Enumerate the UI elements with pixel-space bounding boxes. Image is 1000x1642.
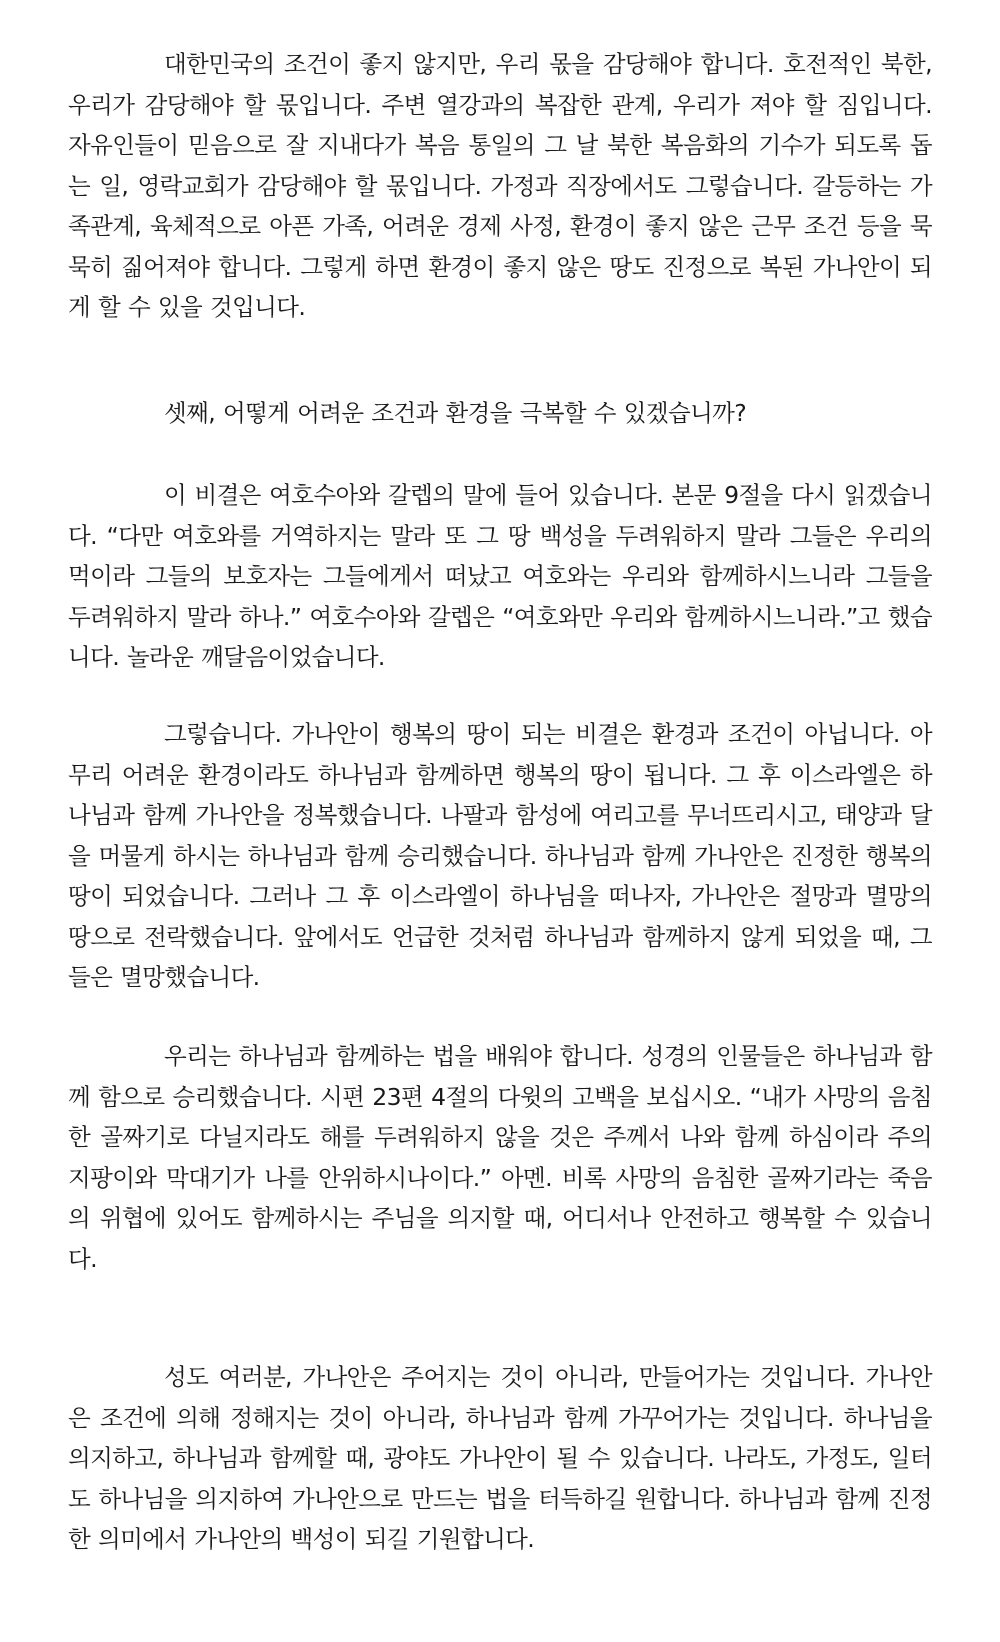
paragraph-conclusion: 성도 여러분, 가나안은 주어지는 것이 아니라, 만들어가는 것입니다. 가나안은 조건에 의해 정해지는 것이 아니라, 하나님과 함께 가꾸어가는 것입니다. 하나님을 의지하고, 하나님과 함께할 때, 광야도 가나안이 될 수 있습니다. 나라도, 가정도, 일터도 하나님을 의지하여 가나안으로 만드는 법을 터득하길 원합니다. 하나님과 함께 진정한 의미에서 가나안의 백성이 되길 기원합니다. xyxy=(68,1363,932,1553)
paragraph-joshua-caleb: 이 비결은 여호수아와 갈렙의 말에 들어 있습니다. 본문 9절을 다시 읽겠습니다. “다만 여호와를 거역하지는 말라 또 그 땅 백성을 두려워하지 말라 그들은 우리의 먹이라 그들의 보호자는 그들에게서 떠났고 여호와는 우리와 함께하시느니라 그들을 두려워하지 말라 하나.” 여호수아와 갈렙은 “여호와만 우리와 함께하시느니라.”고 했습니다. 놀라운 깨달음이었습니다. xyxy=(68,481,932,671)
paragraph-secret-of-canaan: 그렇습니다. 가나안이 행복의 땅이 되는 비결은 환경과 조건이 아닙니다. 아무리 어려운 환경이라도 하나님과 함께하면 행복의 땅이 됩니다. 그 후 이스라엘은 하나님과 함께 가나안을 정복했습니다. 나팔과 함성에 여리고를 무너뜨리시고, 태양과 달을 머물게 하시는 하나님과 함께 승리했습니다. 하나님과 함께 가나안은 진정한 행복의 땅이 되었습니다. 그러나 그 후 이스라엘이 하나님을 떠나자, 가나안은 절망과 멸망의 땅으로 전락했습니다. 앞에서도 언급한 것처럼 하나님과 함께하지 않게 되었을 때, 그들은 멸망했습니다. xyxy=(68,720,932,991)
paragraph-third-question: 셋째, 어떻게 어려운 조건과 환경을 극복할 수 있겠습니까? xyxy=(164,399,747,427)
paragraph-korea-burden: 대한민국의 조건이 좋지 않지만, 우리 몫을 감당해야 합니다. 호전적인 북한, 우리가 감당해야 할 몫입니다. 주변 열강과의 복잡한 관계, 우리가 져야 할 짐입니다. 자유인들이 믿음으로 잘 지내다가 복음 통일의 그 날 북한 복음화의 기수가 되도록 돕는 일, 영락교회가 감당해야 할 몫입니다. 가정과 직장에서도 그렇습니다. 갈등하는 가족관계, 육체적으로 아픈 가족, 어려운 경제 사정, 환경이 좋지 않은 근무 조건 등을 묵묵히 짊어져야 합니다. 그렇게 하면 환경이 좋지 않은 땅도 진정으로 복된 가나안이 되게 할 수 있을 것입니다. xyxy=(68,50,932,321)
paragraph-psalm-23: 우리는 하나님과 함께하는 법을 배워야 합니다. 성경의 인물들은 하나님과 함께 함으로 승리했습니다. 시편 23편 4절의 다윗의 고백을 보십시오. “내가 사망의 음침한 골짜기로 다닐지라도 해를 두려워하지 않을 것은 주께서 나와 함께 하심이라 주의 지팡이와 막대기가 나를 안위하시나이다.” 아멘. 비록 사망의 음침한 골짜기라는 죽음의 위협에 있어도 함께하시는 주님을 의지할 때, 어디서나 안전하고 행복할 수 있습니다. xyxy=(68,1042,932,1273)
